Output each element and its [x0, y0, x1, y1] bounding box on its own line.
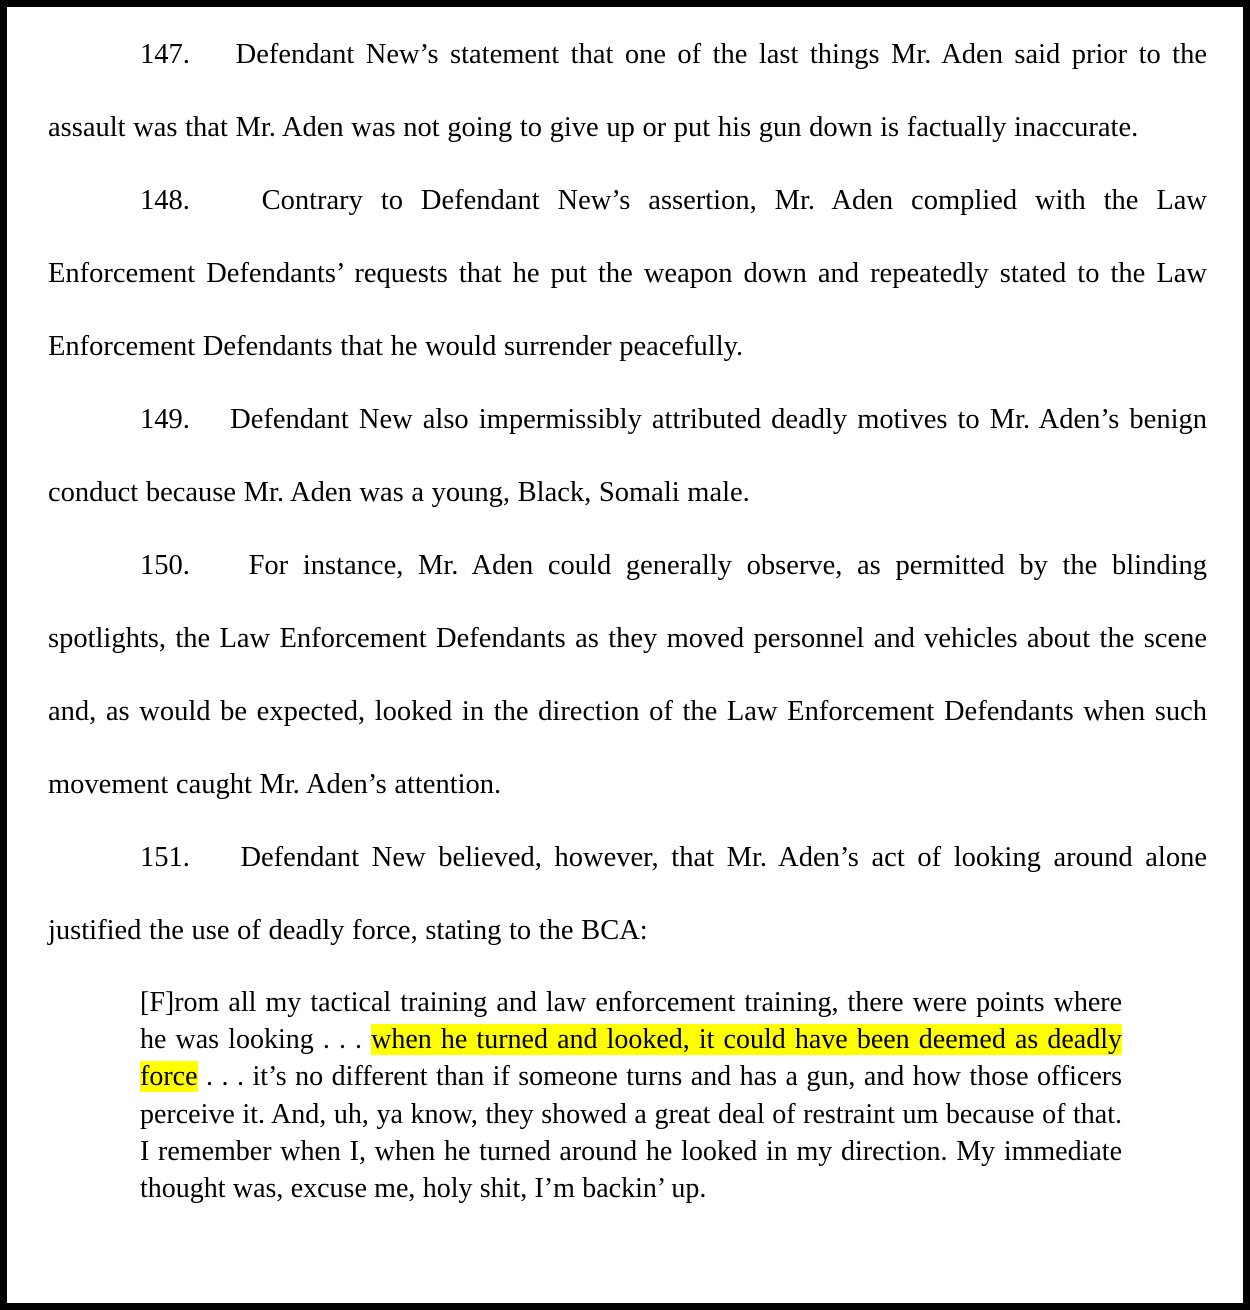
highlighted-text: when he turned and looked, it could have been deemed as deadly force [140, 1024, 1123, 1093]
paragraph-number-148: 148. [140, 185, 190, 216]
numbered-paragraph-150 [48, 529, 1207, 821]
blockquote-segment-after: it’s no different than if someone turns and has a gun, and how those officers perceive it. And, uh, ya know, they showed a great deal of restraint um because of that. I remember when I, when he turned around he looked in my direction. My immediate thought was, excuse me, holy shit, I’m backin’ up. [140, 1061, 1123, 1205]
paragraph-number-149: 149. [140, 404, 190, 435]
paragraph-text-151: Defendant New believed, however, that Mr. Aden’s act of looking around alone justified the use of deadly force, stating to the BCA: [48, 842, 1207, 946]
blockquote-ellipsis-first: . . . [322, 1024, 372, 1056]
blockquote-segment-before: [F]rom all my tactical training and law enforcement training, there were points where he was looking [140, 987, 1122, 1056]
paragraph-text-148: Contrary to Defendant New’s assertion, Mr. Aden complied with the Law Enforcement Defendants’ requests that he put the weapon down and repeatedly stated to the Law Enforcement Defendants that he would surrender peacefully. [48, 185, 1208, 362]
bca-statement-blockquote [140, 984, 1122, 1207]
paragraph-text-150: For instance, Mr. Aden could generally observe, as permitted by the blinding spotlights, the Law Enforcement Defendants as they moved personnel and vehicles about the scene and, as would be expected, looked in the direction of the Law Enforcement Defendants when such movement caught Mr. Aden’s attention. [48, 550, 1208, 800]
numbered-paragraph-147 [48, 18, 1207, 164]
numbered-paragraph-151 [48, 821, 1207, 967]
paragraph-number-150: 150. [140, 550, 190, 581]
paragraph-number-147: 147. [140, 39, 190, 70]
numbered-paragraph-149 [48, 383, 1207, 529]
numbered-paragraph-148 [48, 164, 1207, 383]
paragraph-text-149: Defendant New also impermissibly attributed deadly motives to Mr. Aden’s benign conduct because Mr. Aden was a young, Black, Somali male. [48, 404, 1207, 508]
blockquote-ellipsis-second: . . . [197, 1061, 253, 1093]
document-body [7, 7, 1243, 1207]
paragraph-number-151: 151. [140, 842, 190, 873]
paragraph-text-147: Defendant New’s statement that one of the last things Mr. Aden said prior to the assault was that Mr. Aden was not going to give up or put his gun down is factually inaccurate. [48, 39, 1207, 143]
